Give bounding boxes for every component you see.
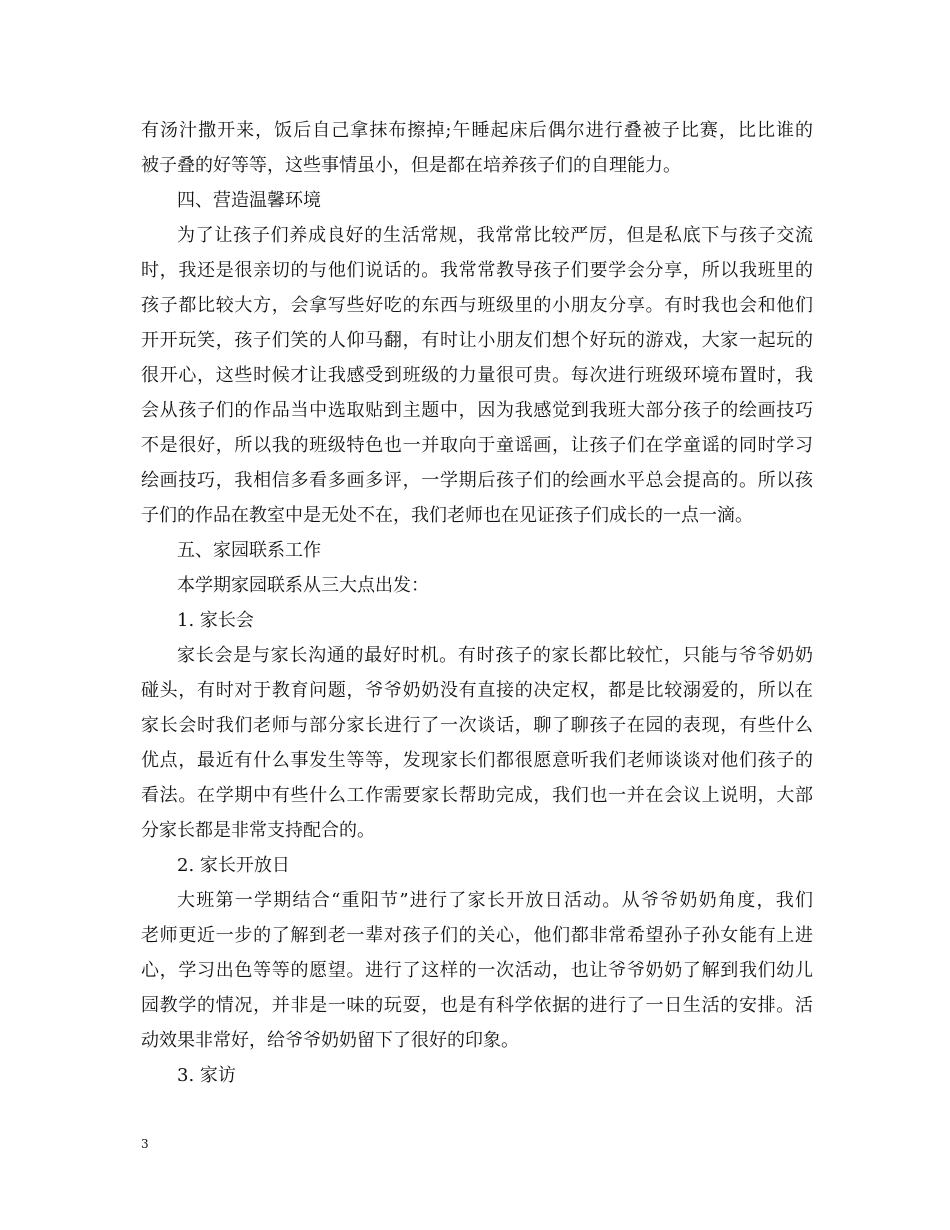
- text-line: 很开心，这些时候才让我感受到班级的力量很可贵。每次进行班级环境布置时，我: [141, 365, 813, 386]
- text-line: 会从孩子们的作品当中选取贴到主题中，因为我感觉到我班大部分孩子的绘画技巧: [141, 400, 813, 421]
- text-line: 开开玩笑，孩子们笑的人仰马翻，有时让小朋友们想个好玩的游戏，大家一起玩的: [141, 330, 813, 351]
- text-line: 有汤汁撒开来，饭后自己拿抹布擦掉;午睡起床后偶尔进行叠被子比赛，比比谁的: [141, 120, 813, 141]
- text-line: 看法。在学期中有些什么工作需要家长帮助完成，我们也一并在会议上说明，大部: [141, 785, 813, 806]
- text-line: 时，我还是很亲切的与他们说话的。我常常教导孩子们要学会分享，所以我班里的: [141, 260, 813, 281]
- text-line: 子们的作品在教室中是无处不在，我们老师也在见证孩子们成长的一点一滴。: [141, 505, 753, 526]
- text-line: 动效果非常好，给爷爷奶奶留下了很好的印象。: [141, 1030, 519, 1051]
- text-line: 碰头，有时对于教育问题，爷爷奶奶没有直接的决定权，都是比较溺爱的，所以在: [141, 680, 813, 701]
- text-line: 老师更近一步的了解到老一辈对孩子们的关心，他们都非常希望孙子孙女能有上进: [141, 925, 813, 946]
- document-body: [141, 113, 813, 1093]
- text-line: 1. 家长会: [177, 610, 254, 631]
- text-line: 孩子都比较大方，会拿写些好吃的东西与班级里的小朋友分享。有时我也会和他们: [141, 295, 813, 316]
- text-line: 绘画技巧，我相信多看多画多评，一学期后孩子们的绘画水平总会提高的。所以孩: [141, 470, 813, 491]
- text-line: 分家长都是非常支持配合的。: [141, 820, 375, 841]
- text-line: 五、家园联系工作: [177, 540, 321, 561]
- text-line: 2. 家长开放日: [177, 855, 290, 876]
- page-number: 3: [141, 1137, 149, 1151]
- text-line: 家长会是与家长沟通的最好时机。有时孩子的家长都比较忙，只能与爷爷奶奶: [177, 645, 813, 666]
- text-line: 大班第一学期结合“重阳节”进行了家长开放日活动。从爷爷奶奶角度，我们: [177, 890, 813, 911]
- text-line: 心，学习出色等等的愿望。进行了这样的一次活动，也让爷爷奶奶了解到我们幼儿: [141, 960, 813, 981]
- text-line: 本学期家园联系从三大点出发：: [177, 575, 429, 596]
- text-line: 优点，最近有什么事发生等等，发现家长们都很愿意听我们老师谈谈对他们孩子的: [141, 750, 813, 771]
- text-line: 为了让孩子们养成良好的生活常规，我常常比较严厉，但是私底下与孩子交流: [177, 225, 813, 246]
- text-line: 被子叠的好等等，这些事情虽小，但是都在培养孩子们的自理能力。: [141, 155, 681, 176]
- text-line: 家长会时我们老师与部分家长进行了一次谈话，聊了聊孩子在园的表现，有些什么: [141, 715, 813, 736]
- text-line: 不是很好，所以我的班级特色也一并取向于童谣画，让孩子们在学童谣的同时学习: [141, 435, 813, 456]
- text-line: 四、营造温馨环境: [177, 190, 321, 211]
- text-line: 园教学的情况，并非是一味的玩耍，也是有科学依据的进行了一日生活的安排。活: [141, 995, 813, 1016]
- text-line: 3. 家访: [177, 1065, 236, 1086]
